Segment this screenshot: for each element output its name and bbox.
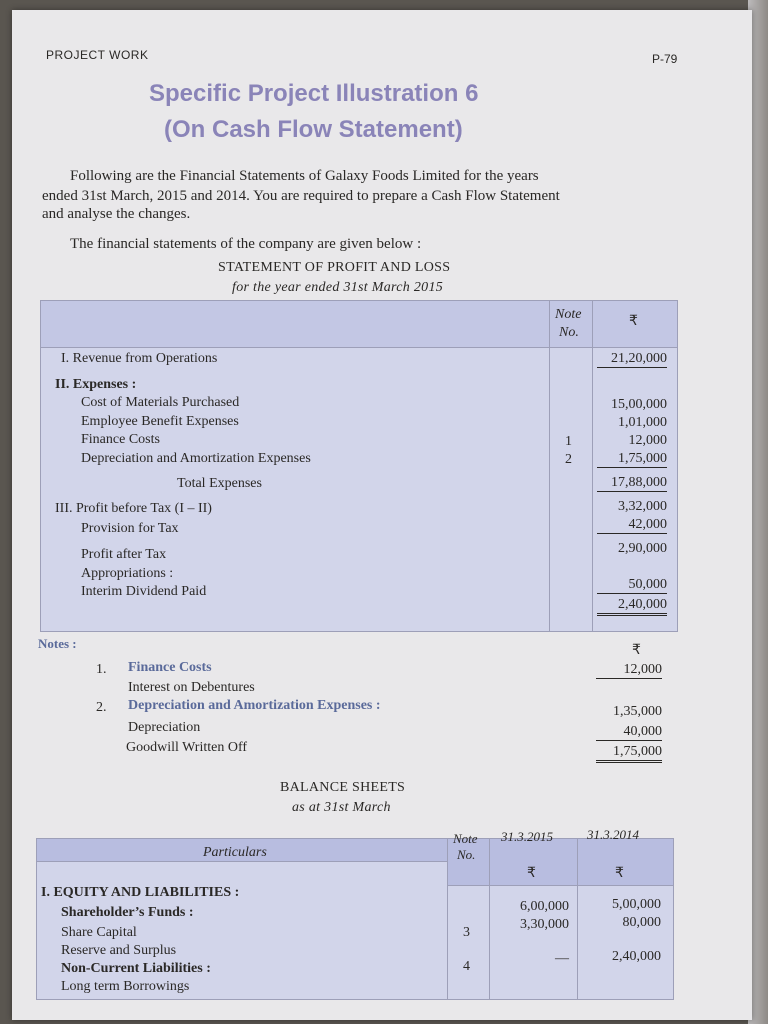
profit-loss-table — [40, 300, 678, 632]
bs-share-capital-2015: 6,00,000 — [520, 899, 569, 914]
notes-currency: ₹ — [632, 643, 641, 658]
bs-share-capital-note: 3 — [463, 925, 470, 940]
bs-subtitle: as at 31st March — [292, 800, 391, 815]
pl-row-amount: 2,90,000 — [618, 541, 667, 556]
pl-row-label: Depreciation and Amortization Expenses — [81, 451, 311, 466]
pl-row-amount: 3,32,000 — [618, 499, 667, 514]
bs-ltb-note: 4 — [463, 959, 470, 974]
bs-col-note: Note — [453, 831, 478, 846]
pl-head-note: Note — [555, 307, 582, 322]
pl-head-currency: ₹ — [629, 314, 638, 329]
bs-section-equity: I. EQUITY AND LIABILITIES : — [41, 885, 240, 900]
pl-row-amount: 15,00,000 — [611, 397, 667, 412]
bs-share-capital-2014: 5,00,000 — [612, 897, 661, 912]
bs-reserve-2014: 80,000 — [622, 915, 661, 930]
intro-line-2: ended 31st March, 2015 and 2014. You are required to prepare a Cash Flow Statement — [42, 188, 560, 204]
bs-table-subheader — [447, 861, 673, 886]
note-1-amount: 12,000 — [596, 662, 662, 679]
intro-line-4: The financial statements of the company are given below : — [70, 236, 422, 252]
bs-ltb-2014: 2,40,000 — [612, 949, 661, 964]
note-1-item: Interest on Debentures — [128, 680, 255, 695]
page-number: P-79 — [652, 52, 678, 66]
pl-row-label: Employee Benefit Expenses — [81, 414, 239, 429]
pl-row-amount: 12,000 — [628, 433, 667, 448]
pl-row-amount: 1,01,000 — [618, 415, 667, 430]
pl-row-amount: 50,000 — [597, 577, 667, 594]
pl-subtitle: for the year ended 31st March 2015 — [232, 280, 444, 295]
pl-row-label: II. Expenses : — [55, 377, 137, 392]
bs-currency-2014: ₹ — [615, 866, 624, 881]
pl-row-label: Appropriations : — [81, 566, 174, 581]
bs-title: BALANCE SHEETS — [280, 780, 406, 795]
bs-col-2015: 31.3.2015 — [501, 829, 553, 844]
balance-sheet-table — [36, 827, 674, 1000]
bs-share-capital: Share Capital — [61, 925, 137, 940]
page-subtitle: (On Cash Flow Statement) — [164, 116, 463, 143]
bs-ltb-2015: — — [555, 951, 569, 966]
intro-line-1: Following are the Financial Statements of Galaxy Foods Limited for the years — [70, 168, 539, 184]
notes-heading: Notes : — [38, 636, 77, 651]
section-header: PROJECT WORK — [46, 48, 149, 62]
pl-row-note: 2 — [565, 452, 572, 467]
bs-col-no: No. — [457, 847, 476, 862]
pl-row-label: Interim Dividend Paid — [81, 584, 207, 599]
bs-noncurrent-liabilities: Non-Current Liabilities : — [61, 961, 211, 976]
pl-row-label: Profit after Tax — [81, 547, 167, 562]
pl-total-expenses-label: Total Expenses — [177, 476, 262, 491]
note-2-total: 1,75,000 — [596, 744, 662, 763]
pl-row-label: Finance Costs — [81, 432, 160, 447]
intro-line-3: and analyse the changes. — [42, 206, 191, 222]
pl-table-header — [41, 301, 677, 348]
book-page — [12, 10, 752, 1020]
pl-row-amount: 42,000 — [597, 517, 667, 534]
note-2-item-2: Goodwill Written Off — [126, 740, 248, 755]
note-2-title: Depreciation and Amortization Expenses : — [128, 698, 381, 713]
page-title: Specific Project Illustration 6 — [149, 80, 479, 107]
bs-col-2014: 31.3.2014 — [587, 827, 639, 842]
pl-row-note: 1 — [565, 434, 572, 449]
pl-title: STATEMENT OF PROFIT AND LOSS — [218, 260, 451, 275]
pl-row-amount: 17,88,000 — [597, 475, 667, 492]
note-1-number: 1. — [96, 662, 107, 677]
bs-shareholders-funds: Shareholder’s Funds : — [61, 905, 194, 920]
pl-row-label: Cost of Materials Purchased — [81, 395, 240, 410]
note-1-title: Finance Costs — [128, 660, 212, 675]
pl-row-amount: 1,75,000 — [597, 451, 667, 468]
pl-row-label: Provision for Tax — [81, 521, 179, 536]
bs-long-term-borrowings: Long term Borrowings — [61, 979, 190, 994]
note-2-item-1: Depreciation — [128, 720, 201, 735]
bs-col-particulars: Particulars — [203, 845, 267, 860]
pl-head-no: No. — [559, 325, 579, 340]
pl-final-amount: 2,40,000 — [597, 597, 667, 616]
pl-row-amount: 21,20,000 — [597, 351, 667, 368]
bs-currency-2015: ₹ — [527, 866, 536, 881]
pl-row-label: III. Profit before Tax (I – II) — [55, 501, 212, 516]
note-2-amount-1: 1,35,000 — [613, 704, 662, 719]
note-2-number: 2. — [96, 700, 107, 715]
bs-reserve-surplus: Reserve and Surplus — [61, 943, 177, 958]
note-2-amount-2: 40,000 — [596, 724, 662, 741]
bs-reserve-2015: 3,30,000 — [520, 917, 569, 932]
pl-row-label: I. Revenue from Operations — [61, 351, 218, 366]
